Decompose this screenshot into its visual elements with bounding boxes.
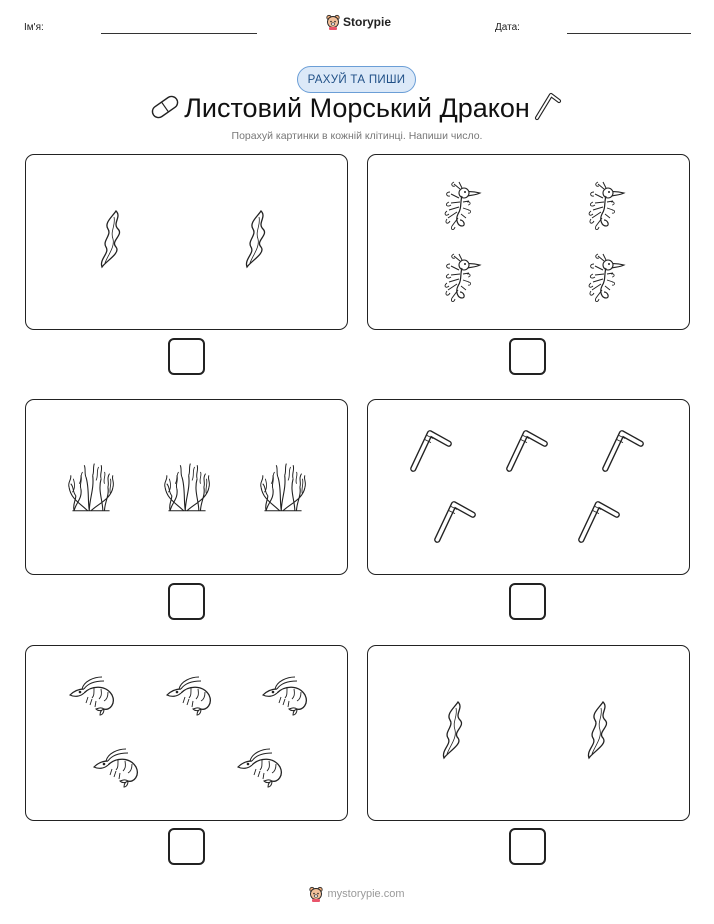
answer-box-6[interactable] bbox=[509, 828, 546, 865]
straw-icon bbox=[599, 427, 647, 475]
shrimp-icon bbox=[90, 746, 140, 790]
counting-panel-4 bbox=[367, 399, 690, 575]
brand-name: Storypie bbox=[343, 15, 392, 29]
page-title: Листовий Морський Дракон bbox=[184, 93, 530, 123]
date-line[interactable] bbox=[567, 33, 691, 34]
seaweed-icon bbox=[241, 207, 271, 273]
shrimp-icon bbox=[259, 674, 309, 718]
instructions: Порахуй картинки в кожній клітинці. Напиши число. bbox=[231, 130, 483, 142]
answer-box-2[interactable] bbox=[509, 338, 546, 375]
coral-icon bbox=[256, 454, 310, 522]
straw-icon bbox=[503, 427, 551, 475]
bear-mascot-icon bbox=[326, 14, 340, 30]
brand-logo bbox=[326, 14, 391, 30]
answer-box-3[interactable] bbox=[168, 583, 205, 620]
seaweed-icon bbox=[96, 207, 126, 273]
counting-panel-1 bbox=[25, 154, 348, 330]
name-label: Ім'я: bbox=[24, 22, 44, 33]
answer-box-4[interactable] bbox=[509, 583, 546, 620]
leafy-sea-dragon-icon bbox=[574, 251, 626, 303]
footer-site[interactable]: mystorypie.com bbox=[327, 888, 405, 900]
leafy-sea-dragon-icon bbox=[430, 179, 482, 231]
shrimp-icon bbox=[234, 746, 284, 790]
straw-icon bbox=[407, 427, 455, 475]
counting-panel-3 bbox=[25, 399, 348, 575]
shrimp-icon bbox=[66, 674, 116, 718]
answer-box-5[interactable] bbox=[168, 828, 205, 865]
date-label: Дата: bbox=[495, 22, 520, 33]
counting-panel-5 bbox=[25, 645, 348, 821]
counting-panel-2 bbox=[367, 154, 690, 330]
coral-icon bbox=[64, 454, 118, 522]
leafy-sea-dragon-icon bbox=[574, 179, 626, 231]
seaweed-icon bbox=[583, 698, 613, 764]
straw-icon bbox=[575, 498, 623, 546]
counting-panel-6 bbox=[367, 645, 690, 821]
name-line[interactable] bbox=[101, 33, 257, 34]
straw-icon bbox=[532, 90, 564, 122]
shrimp-icon bbox=[163, 674, 213, 718]
answer-box-1[interactable] bbox=[168, 338, 205, 375]
bear-mascot-icon bbox=[309, 886, 323, 902]
activity-badge: РАХУЙ ТА ПИШИ bbox=[297, 66, 416, 93]
leafy-sea-dragon-icon bbox=[430, 251, 482, 303]
straw-icon bbox=[431, 498, 479, 546]
coral-icon bbox=[160, 454, 214, 522]
seaweed-icon bbox=[438, 698, 468, 764]
footer bbox=[0, 886, 714, 902]
